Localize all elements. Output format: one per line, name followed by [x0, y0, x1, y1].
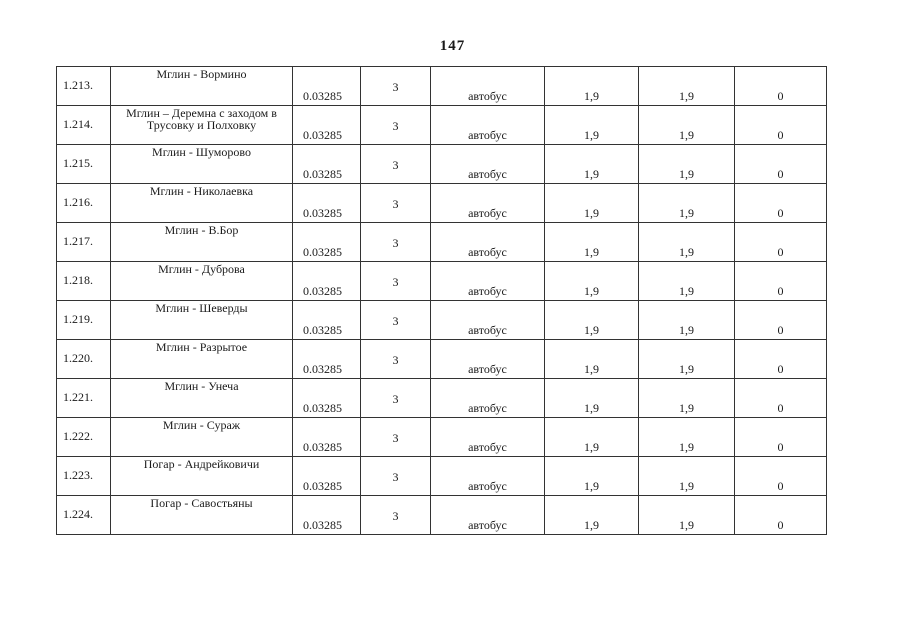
- row-number: 1.215.: [63, 156, 93, 170]
- cell-class: [361, 223, 431, 262]
- cell-transport: [431, 496, 545, 535]
- cell-value-3: [735, 223, 827, 262]
- coefficient-value: 0.03285: [303, 128, 342, 142]
- value-3: 0: [777, 323, 784, 337]
- row-number: 1.217.: [63, 234, 93, 248]
- table-row: [57, 301, 827, 340]
- cell-number: [57, 340, 111, 379]
- cell-value-2: [639, 496, 735, 535]
- value-3: 0: [777, 245, 784, 259]
- table-row: [57, 67, 827, 106]
- value-1: 1,9: [584, 440, 599, 454]
- cell-transport: [431, 184, 545, 223]
- class-value: 3: [392, 353, 399, 367]
- cell-class: [361, 340, 431, 379]
- transport-type: автобус: [468, 401, 507, 415]
- cell-coefficient: [293, 379, 361, 418]
- cell-transport: [431, 262, 545, 301]
- cell-value-3: [735, 67, 827, 106]
- cell-class: [361, 301, 431, 340]
- route-name: Мглин – Деремна с заходом в Трусовку и Полховку: [126, 106, 277, 132]
- route-name: Мглин - Сураж: [162, 418, 241, 432]
- cell-transport: [431, 223, 545, 262]
- cell-route: [111, 496, 293, 535]
- value-1: 1,9: [584, 518, 599, 532]
- transport-type: автобус: [468, 206, 507, 220]
- class-value: 3: [392, 392, 399, 406]
- value-1: 1,9: [584, 167, 599, 181]
- value-2: 1,9: [679, 401, 694, 415]
- value-2: 1,9: [679, 362, 694, 376]
- transport-type: автобус: [468, 440, 507, 454]
- transport-type: автобус: [468, 245, 507, 259]
- value-3: 0: [777, 440, 784, 454]
- cell-value-1: [545, 106, 639, 145]
- coefficient-value: 0.03285: [303, 362, 342, 376]
- cell-value-1: [545, 184, 639, 223]
- row-number: 1.216.: [63, 195, 93, 209]
- route-name: Мглин - Шуморово: [152, 145, 251, 159]
- value-3: 0: [777, 89, 784, 103]
- table-row: [57, 262, 827, 301]
- cell-number: [57, 223, 111, 262]
- value-3: 0: [777, 479, 784, 493]
- route-name: Погар - Савостьяны: [150, 496, 253, 510]
- cell-value-3: [735, 457, 827, 496]
- cell-transport: [431, 67, 545, 106]
- cell-route: [111, 340, 293, 379]
- class-value: 3: [392, 275, 399, 289]
- cell-value-3: [735, 340, 827, 379]
- cell-value-3: [735, 145, 827, 184]
- cell-value-3: [735, 418, 827, 457]
- transport-type: автобус: [468, 89, 507, 103]
- cell-coefficient: [293, 457, 361, 496]
- value-3: 0: [777, 362, 784, 376]
- cell-number: [57, 184, 111, 223]
- value-3: 0: [777, 518, 784, 532]
- cell-number: [57, 301, 111, 340]
- class-value: 3: [392, 470, 399, 484]
- coefficient-value: 0.03285: [303, 284, 342, 298]
- table-row: [57, 106, 827, 145]
- cell-value-2: [639, 301, 735, 340]
- cell-value-2: [639, 418, 735, 457]
- cell-class: [361, 106, 431, 145]
- cell-route: [111, 223, 293, 262]
- cell-value-1: [545, 496, 639, 535]
- route-name: Мглин - Вормино: [156, 67, 247, 81]
- coefficient-value: 0.03285: [303, 167, 342, 181]
- value-3: 0: [777, 401, 784, 415]
- coefficient-value: 0.03285: [303, 245, 342, 259]
- transport-type: автобус: [468, 284, 507, 298]
- cell-value-2: [639, 340, 735, 379]
- cell-number: [57, 379, 111, 418]
- route-name: Мглин - Дуброва: [158, 262, 245, 276]
- coefficient-value: 0.03285: [303, 323, 342, 337]
- value-1: 1,9: [584, 323, 599, 337]
- table-row: [57, 340, 827, 379]
- cell-class: [361, 262, 431, 301]
- cell-route: [111, 301, 293, 340]
- cell-value-3: [735, 106, 827, 145]
- value-3: 0: [777, 128, 784, 142]
- cell-transport: [431, 379, 545, 418]
- table-row: [57, 145, 827, 184]
- class-value: 3: [392, 314, 399, 328]
- value-1: 1,9: [584, 89, 599, 103]
- cell-value-2: [639, 379, 735, 418]
- cell-transport: [431, 145, 545, 184]
- row-number: 1.219.: [63, 312, 93, 326]
- class-value: 3: [392, 158, 399, 172]
- cell-value-2: [639, 184, 735, 223]
- cell-coefficient: [293, 418, 361, 457]
- row-number: 1.221.: [63, 390, 93, 404]
- table-row: [57, 418, 827, 457]
- class-value: 3: [392, 197, 399, 211]
- value-1: 1,9: [584, 245, 599, 259]
- cell-transport: [431, 301, 545, 340]
- class-value: 3: [392, 431, 399, 445]
- cell-transport: [431, 106, 545, 145]
- class-value: 3: [392, 509, 399, 523]
- row-number: 1.213.: [63, 78, 93, 92]
- cell-number: [57, 145, 111, 184]
- cell-value-1: [545, 457, 639, 496]
- value-2: 1,9: [679, 518, 694, 532]
- cell-number: [57, 496, 111, 535]
- cell-coefficient: [293, 340, 361, 379]
- row-number: 1.218.: [63, 273, 93, 287]
- value-1: 1,9: [584, 479, 599, 493]
- transport-type: автобус: [468, 362, 507, 376]
- transport-type: автобус: [468, 518, 507, 532]
- cell-value-3: [735, 184, 827, 223]
- value-1: 1,9: [584, 362, 599, 376]
- cell-coefficient: [293, 145, 361, 184]
- cell-class: [361, 184, 431, 223]
- value-2: 1,9: [679, 284, 694, 298]
- route-name: Мглин - Шеверды: [155, 301, 248, 315]
- cell-route: [111, 106, 293, 145]
- table-row: [57, 457, 827, 496]
- value-1: 1,9: [584, 206, 599, 220]
- page-number: 147: [439, 38, 466, 54]
- cell-coefficient: [293, 223, 361, 262]
- cell-coefficient: [293, 496, 361, 535]
- coefficient-value: 0.03285: [303, 401, 342, 415]
- coefficient-value: 0.03285: [303, 206, 342, 220]
- cell-coefficient: [293, 184, 361, 223]
- cell-value-2: [639, 145, 735, 184]
- cell-value-1: [545, 145, 639, 184]
- row-number: 1.223.: [63, 468, 93, 482]
- cell-number: [57, 106, 111, 145]
- transport-type: автобус: [468, 167, 507, 181]
- cell-route: [111, 145, 293, 184]
- cell-value-1: [545, 67, 639, 106]
- cell-value-2: [639, 106, 735, 145]
- cell-number: [57, 67, 111, 106]
- cell-value-2: [639, 67, 735, 106]
- cell-value-3: [735, 496, 827, 535]
- cell-number: [57, 262, 111, 301]
- cell-value-1: [545, 340, 639, 379]
- cell-value-1: [545, 418, 639, 457]
- row-number: 1.214.: [63, 117, 93, 131]
- cell-class: [361, 67, 431, 106]
- cell-number: [57, 457, 111, 496]
- cell-value-2: [639, 262, 735, 301]
- cell-class: [361, 496, 431, 535]
- cell-route: [111, 379, 293, 418]
- row-number: 1.222.: [63, 429, 93, 443]
- routes-table: [56, 66, 827, 535]
- cell-coefficient: [293, 67, 361, 106]
- row-number: 1.220.: [63, 351, 93, 365]
- route-name: Погар - Андрейковичи: [143, 457, 260, 471]
- transport-type: автобус: [468, 128, 507, 142]
- table-row: [57, 184, 827, 223]
- cell-value-3: [735, 301, 827, 340]
- class-value: 3: [392, 119, 399, 133]
- table-row: [57, 496, 827, 535]
- cell-class: [361, 379, 431, 418]
- value-2: 1,9: [679, 206, 694, 220]
- route-name: Мглин - Николаевка: [149, 184, 254, 198]
- cell-value-2: [639, 223, 735, 262]
- coefficient-value: 0.03285: [303, 89, 342, 103]
- class-value: 3: [392, 236, 399, 250]
- cell-coefficient: [293, 262, 361, 301]
- value-3: 0: [777, 206, 784, 220]
- cell-value-1: [545, 262, 639, 301]
- cell-route: [111, 67, 293, 106]
- value-2: 1,9: [679, 167, 694, 181]
- cell-route: [111, 184, 293, 223]
- value-1: 1,9: [584, 401, 599, 415]
- coefficient-value: 0.03285: [303, 518, 342, 532]
- cell-route: [111, 418, 293, 457]
- value-2: 1,9: [679, 245, 694, 259]
- value-1: 1,9: [584, 284, 599, 298]
- cell-coefficient: [293, 301, 361, 340]
- cell-value-1: [545, 301, 639, 340]
- transport-type: автобус: [468, 323, 507, 337]
- value-2: 1,9: [679, 89, 694, 103]
- cell-value-1: [545, 379, 639, 418]
- class-value: 3: [392, 80, 399, 94]
- value-1: 1,9: [584, 128, 599, 142]
- cell-transport: [431, 418, 545, 457]
- cell-class: [361, 145, 431, 184]
- cell-transport: [431, 457, 545, 496]
- cell-value-3: [735, 379, 827, 418]
- value-2: 1,9: [679, 128, 694, 142]
- row-number: 1.224.: [63, 507, 93, 521]
- value-3: 0: [777, 167, 784, 181]
- coefficient-value: 0.03285: [303, 440, 342, 454]
- cell-value-1: [545, 223, 639, 262]
- value-2: 1,9: [679, 479, 694, 493]
- cell-class: [361, 418, 431, 457]
- cell-value-2: [639, 457, 735, 496]
- value-2: 1,9: [679, 323, 694, 337]
- cell-route: [111, 457, 293, 496]
- route-name: Мглин - Унеча: [164, 379, 239, 393]
- cell-value-3: [735, 262, 827, 301]
- cell-route: [111, 262, 293, 301]
- coefficient-value: 0.03285: [303, 479, 342, 493]
- cell-class: [361, 457, 431, 496]
- table-row: [57, 379, 827, 418]
- value-3: 0: [777, 284, 784, 298]
- route-name: Мглин - В.Бор: [164, 223, 239, 237]
- transport-type: автобус: [468, 479, 507, 493]
- table-row: [57, 223, 827, 262]
- cell-coefficient: [293, 106, 361, 145]
- cell-number: [57, 418, 111, 457]
- route-name: Мглин - Разрытое: [155, 340, 248, 354]
- value-2: 1,9: [679, 440, 694, 454]
- cell-transport: [431, 340, 545, 379]
